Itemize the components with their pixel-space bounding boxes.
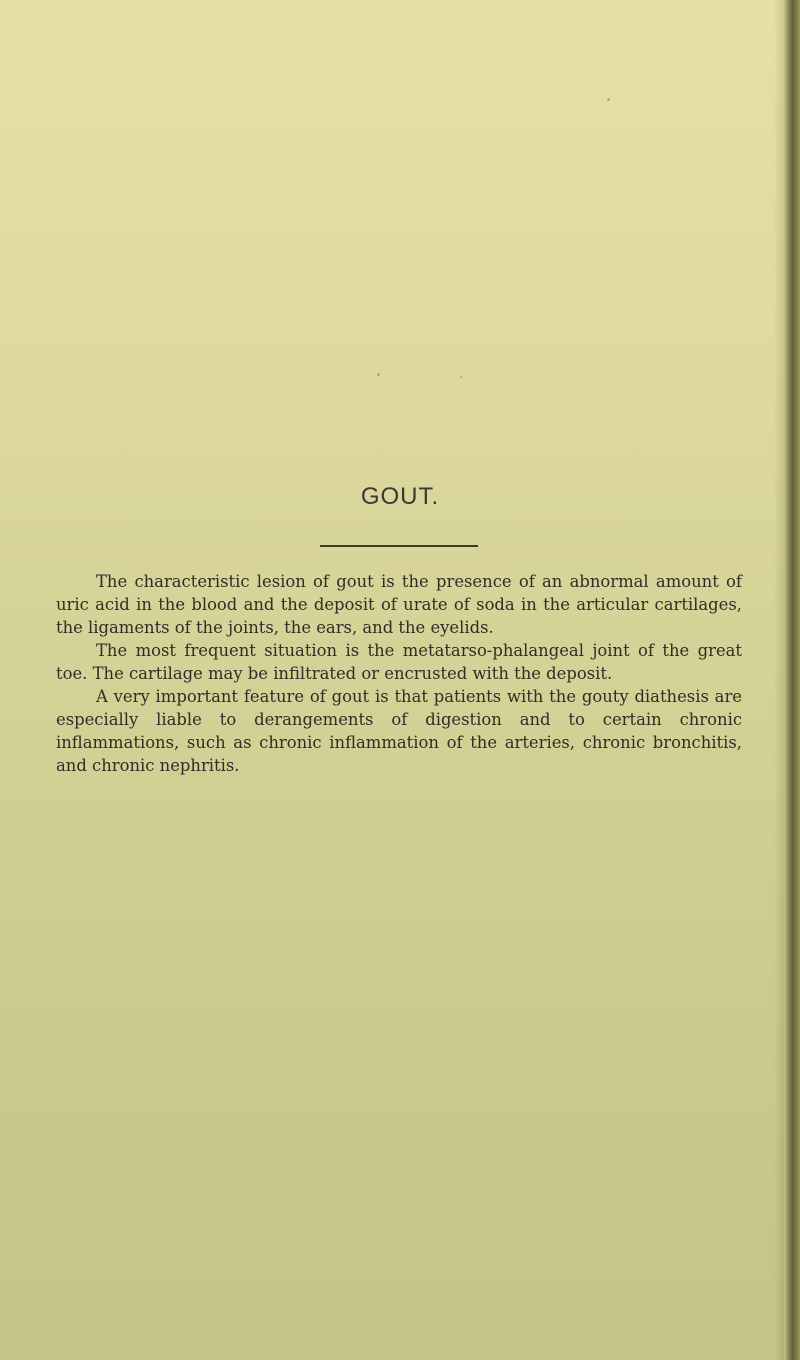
- body-text: [56, 570, 742, 777]
- paper-speck: [460, 376, 462, 378]
- paragraph: A very important feature of gout is that patients with the gouty diathesis are especially liable to derangements of digestion and to certain chronic inflammations, such as chronic inflammation of the arteries, chronic bronchitis, and chronic nephritis.: [56, 687, 742, 775]
- title-rule: [320, 545, 478, 547]
- paragraph: The characteristic lesion of gout is the presence of an abnormal amount of uric acid in the blood and the deposit of urate of soda in the articular cartilages, the ligaments of the joints, the ears, and the eyelids.: [56, 572, 742, 637]
- paragraph: The most frequent situation is the metatarso-phalangeal joint of the great toe. The cartilage may be infiltrated or encrusted with the deposit.: [56, 641, 742, 683]
- paper-speck: [377, 373, 380, 376]
- page-edge: [784, 0, 800, 1360]
- page-edge-shadow: [774, 0, 784, 1360]
- paper-speck: [607, 98, 610, 101]
- page-title: GOUT.: [360, 483, 440, 510]
